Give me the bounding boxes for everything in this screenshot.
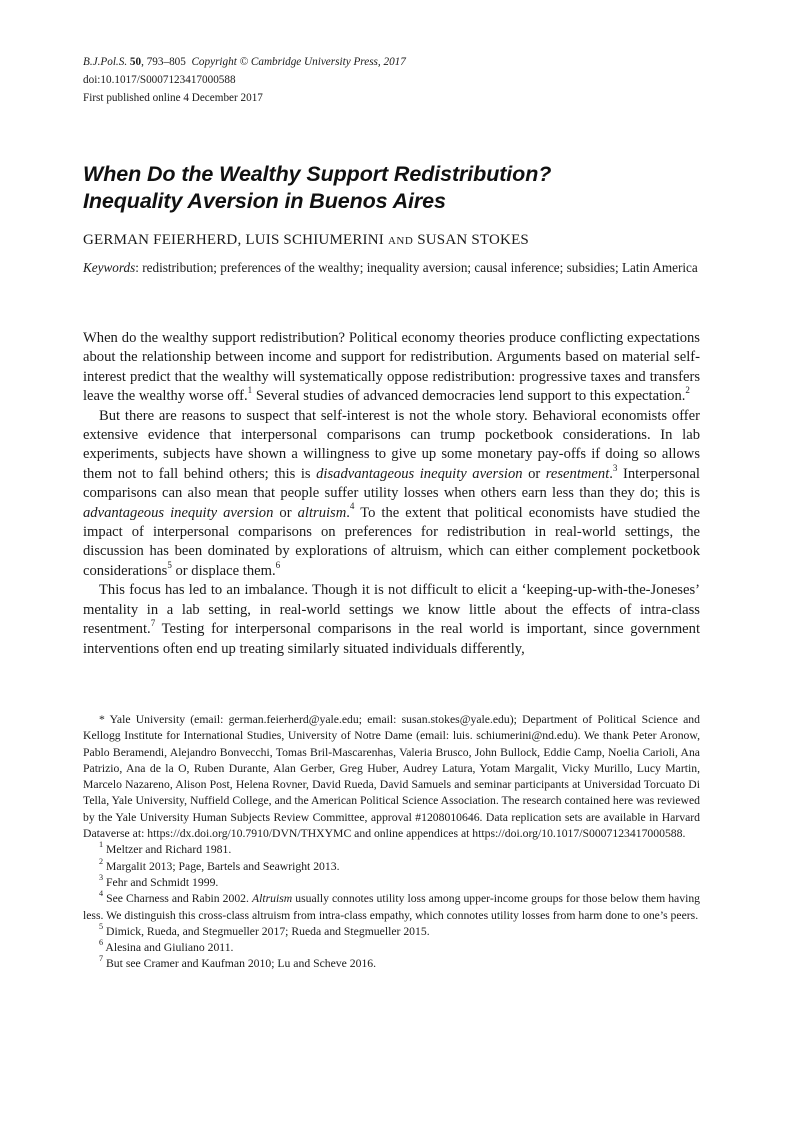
footnote-3 [83, 872, 700, 891]
footnote-number: 2 [99, 856, 104, 866]
footnote-text: But see Cramer and Kaufman 2010; Lu and Scheve 2016. [106, 957, 377, 971]
footnote-text: Margalit 2013; Page, Bartels and Seawright 2013. [106, 859, 340, 873]
article-title [83, 161, 723, 215]
text-run: To the extent that political economists have studied the impact of interpersonal comparisons on preferences for redistribution in real-world settings, the discussion has been dominated by explorations of altruism, which can either complement pocketbook considerations [83, 504, 700, 579]
footnote-number: 3 [99, 872, 104, 882]
footnote-ref-3[interactable]: 3 [612, 462, 618, 473]
footnote-6 [83, 940, 700, 956]
page-range: , 793–805 [141, 56, 186, 68]
journal-abbrev: B.J.Pol.S. [83, 56, 128, 68]
copyright: Copyright © Cambridge University Press, 2017 [191, 56, 406, 68]
paragraph-2 [83, 407, 700, 582]
paragraph-1 [83, 329, 700, 407]
footnote-ref-5[interactable]: 5 [167, 559, 172, 570]
text-run: or displace them. [171, 562, 276, 579]
citation-line [83, 53, 406, 71]
footnote-1 [83, 842, 700, 858]
keywords-text: : redistribution; preferences of the wealthy; inequality aversion; causal inference; subsidies; Latin America [135, 260, 698, 275]
author-names: GERMAN FEIERHERD, LUIS SCHIUMERINI [83, 232, 384, 248]
footnote-number: 6 [99, 938, 104, 948]
keywords-label: Keywords [83, 260, 136, 275]
footnote-5 [83, 921, 700, 940]
keywords [83, 259, 700, 277]
text-run: Testing for interpersonal comparisons in the real world is important, since government interventions often end up treating similarly situated individuals differently, [83, 621, 700, 657]
footnote-ref-6[interactable]: 6 [275, 559, 281, 570]
italic-term: altruism [297, 504, 347, 521]
footnote-4 [83, 891, 700, 924]
doi[interactable]: doi:10.1017/S0007123417000588 [83, 74, 236, 86]
footnote-number: 4 [99, 889, 104, 899]
footnote-number: 7 [99, 954, 104, 964]
footnote-text: Alesina and Giuliano 2011. [105, 941, 234, 955]
volume: 50 [129, 56, 142, 68]
italic-term: disadvantageous inequity aversion [316, 465, 523, 482]
footnote-text: usually connotes utility loss among upper-income groups for those below them having less. We distinguish this cross-class altruism from intra-class empathy, which connotes utility losses from harm done to one’s peers. [83, 892, 701, 922]
authors [83, 232, 529, 249]
affiliation-note: * Yale University (email: german.feierherd@yale.edu; email: susan.stokes@yale.edu); Department of Political Science and Kellogg Institute for International Studies, University of Notre Dame (email: luis. schiumerini@nd.edu). We thank Peter Aronow, Pablo Beramendi, Alejandro Bonvecchi, Tomas Bril-Mascarenhas, Valeria Brusco, John Bullock, Eddie Camp, Noelia Carioli, Ana Patrizio, Ana de la O, Ruben Durante, Alan Gerber, Greg Huber, Audrey Latura, Yotam Margalit, Vicky Murillo, Lucy Martin, Marcelo Nazareno, Alison Post, Helena Rovner, David Rueda, David Samuels and seminar participants at Universidad Torcuato Di Tella, Yale University, Nuffield College, and the American Political Science Association. The research contained here was reviewed by the Yale University Human Subjects Review Committee, approval #1208010646. Data replication sets are available in Harvard Dataverse at: https://dx.doi.org/10.7910/DVN/THXYMC and online appendices at https://doi.org/10.1017/S0007123417000588. [83, 713, 700, 841]
text-run: Interpersonal comparisons can also mean that people suffer utility losses when others earn less than they do; this is [83, 465, 700, 502]
text-run: Several studies of advanced democracies lend support to this expectation. [252, 388, 686, 405]
footnote-ref-1[interactable]: 1 [247, 385, 253, 396]
footnote-7 [83, 956, 700, 972]
text-run: . [609, 465, 613, 482]
footnote-ref-7[interactable]: 7 [150, 617, 156, 628]
text-run: or [273, 504, 298, 521]
italic-term: Altruism [251, 892, 293, 906]
title-line-1: When Do the Wealthy Support Redistribution? [83, 162, 552, 186]
publication-date: First published online 4 December 2017 [83, 92, 263, 104]
body-text [83, 329, 700, 659]
footnotes [83, 712, 700, 973]
italic-term: resentment [545, 465, 610, 482]
footnote-ref-4[interactable]: 4 [349, 501, 355, 512]
footnote-text: See Charness and Rabin 2002. [106, 892, 252, 906]
footnote-2 [83, 856, 700, 875]
footnote-number: 5 [99, 921, 104, 931]
text-run: or [522, 465, 546, 482]
footnote-number: 1 [99, 840, 104, 850]
text-run: When do the wealthy support redistribution? Political economy theories produce conflicting expectations about the relationship between income and support for redistribution. Arguments based on material self-interest predict that the wealthy will systematically oppose redistribution: progressive taxes and transfers leave the wealthy worse off. [83, 330, 700, 405]
footnote-text: Dimick, Rueda, and Stegmueller 2017; Rueda and Stegmueller 2015. [106, 924, 430, 938]
text-run: This focus has led to an imbalance. Though it is not difficult to elicit a ‘keeping-up-with-the-Joneses’ mentality in a lab setting, in real-world settings we know little about the effects of intra-class resentment. [83, 582, 700, 638]
paragraph-3 [83, 581, 700, 659]
footnote-text: Meltzer and Richard 1981. [106, 843, 232, 857]
author-last: SUSAN STOKES [417, 232, 529, 248]
title-line-2: Inequality Aversion in Buenos Aires [83, 189, 446, 213]
footnote-text: Fehr and Schmidt 1999. [106, 875, 219, 889]
text-run: . [346, 504, 350, 521]
footnote-ref-2[interactable]: 2 [685, 385, 690, 396]
text-run: But there are reasons to suspect that self-interest is not the whole story. Behavioral economists offer extensive evidence that interpersonal comparisons can trump pocketbook considerations. In lab experiments, subjects have shown a willingness to give up some monetary pay-offs if doing so allows them not to fall behind others; this is [83, 407, 700, 482]
masthead [83, 53, 406, 107]
author-conjunction: AND [387, 235, 414, 247]
italic-term: advantageous inequity aversion [83, 504, 274, 521]
